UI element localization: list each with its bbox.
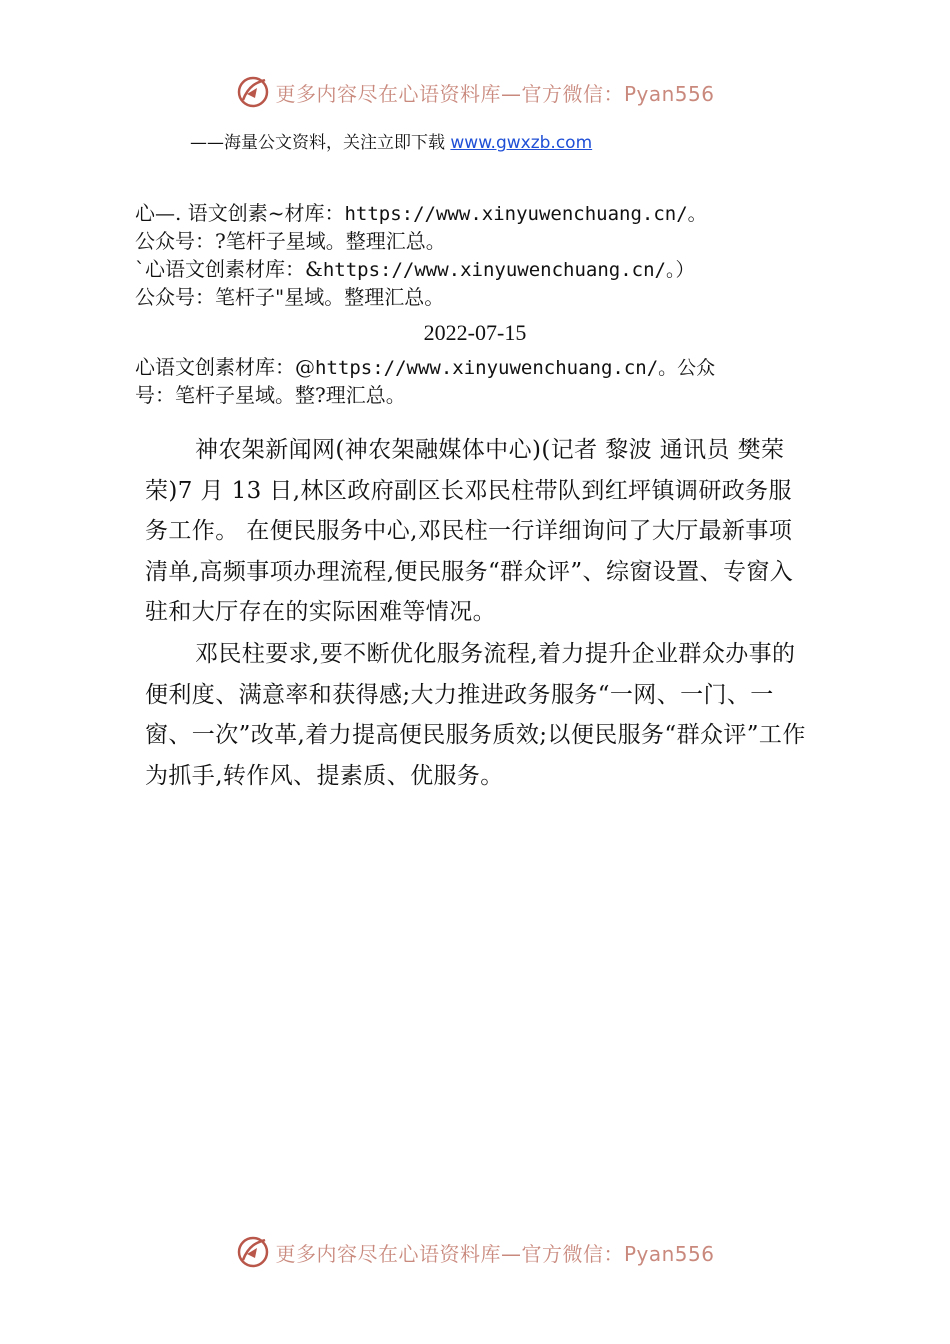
header-banner <box>0 72 950 112</box>
banner-text: 更多内容尽在心语资料库—官方微信：Pyan556 <box>275 1241 715 1266</box>
meta-line <box>135 200 815 228</box>
meta-line <box>135 256 815 284</box>
publish-date: 2022-07-15 <box>423 320 527 345</box>
meta-line-label: `心语文创素材库：& <box>135 257 323 281</box>
meta-line <box>135 284 815 312</box>
meta-line-url: https://www.xinyuwenchuang.cn/。） <box>322 259 695 281</box>
footer-banner <box>0 1232 950 1272</box>
meta-line-label: 公众号：笔杆子"星域。整理汇总。 <box>135 285 445 309</box>
article-paragraph: 神农架新闻网(神农架融媒体中心)(记者 黎波 通讯员 樊荣荣)7 月 13 日,林区政府副区长邓民柱带队到红坪镇调研政务服务工作。 在便民服务中心,邓民柱一行详细询问了大厅最新事项清单,高频事项办理流程,便民服务“群众评”、综窗设置、专窗入驻和大厅存在的实际困难等情况。 <box>145 437 794 625</box>
meta-line-url: https://www.xinyuwenchuang.cn/。公众 <box>315 357 716 379</box>
download-notice <box>190 128 592 153</box>
meta-line-label: 心—. 语文创素~材库： <box>135 201 345 225</box>
article-paragraph: 邓民柱要求,要不断优化服务流程,着力提升企业群众办事的便利度、满意率和获得感;大力推进政务服务“一网、一门、一窗、一次”改革,着力提高便民服务质效;以便民服务“群众评”工作为抓手,转作风、提素质、优服务。 <box>145 641 806 789</box>
brand-logo-icon <box>235 1234 271 1270</box>
download-notice-text: ——海量公文资料，关注立即下载 <box>190 133 451 153</box>
meta-line-label: 心语文创素材库：@ <box>135 355 315 379</box>
meta-line-url: https://www.xinyuwenchuang.cn/。 <box>344 203 707 225</box>
meta-line-label: 公众号：?笔杆子星域。整理汇总。 <box>135 229 446 253</box>
meta-line-label: 号：笔杆子星域。整?理汇总。 <box>135 383 406 407</box>
meta-line <box>135 382 815 410</box>
brand-logo-icon <box>235 74 271 110</box>
website-link[interactable]: www.gwxzb.com <box>450 133 593 153</box>
meta-line <box>135 354 815 382</box>
meta-line <box>135 228 815 256</box>
banner-text: 更多内容尽在心语资料库—官方微信：Pyan556 <box>275 81 715 106</box>
